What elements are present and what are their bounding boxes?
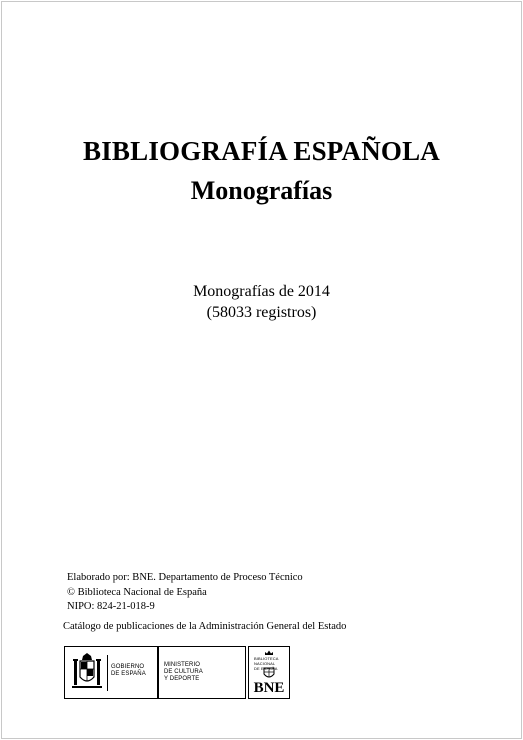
coverage-text: Monografías de 2014 bbox=[193, 283, 330, 300]
records-count: (58033 registros) bbox=[206, 304, 317, 321]
bne-wordmark: BNE bbox=[253, 680, 285, 696]
coat-of-arms-icon bbox=[70, 652, 104, 692]
gobierno-logo bbox=[64, 646, 158, 699]
credits-elaborated: Elaborado por: BNE. Departamento de Proceso Técnico bbox=[67, 572, 303, 583]
shield-icon bbox=[263, 667, 275, 680]
gobierno-label: GOBIERNO DE ESPAÑA bbox=[111, 664, 146, 677]
ministerio-logo bbox=[158, 646, 246, 699]
credits-copyright: © Biblioteca Nacional de España bbox=[67, 586, 207, 598]
logo-divider bbox=[107, 655, 108, 691]
bne-label: BIBLIOTECA NACIONAL DE ESPAÑA bbox=[254, 656, 279, 671]
document-title: BIBLIOGRAFÍA ESPAÑOLA bbox=[82, 136, 441, 166]
document-subtitle: Monografías bbox=[190, 176, 333, 205]
credits-nipo: NIPO: 824-21-018-9 bbox=[67, 601, 155, 612]
bne-logo bbox=[248, 646, 290, 699]
ministerio-label: MINISTERIO DE CULTURA Y DEPORTE bbox=[164, 662, 203, 682]
catalog-text: Catálogo de publicaciones de la Administración General del Estado bbox=[63, 621, 347, 632]
credits-block bbox=[67, 571, 303, 615]
